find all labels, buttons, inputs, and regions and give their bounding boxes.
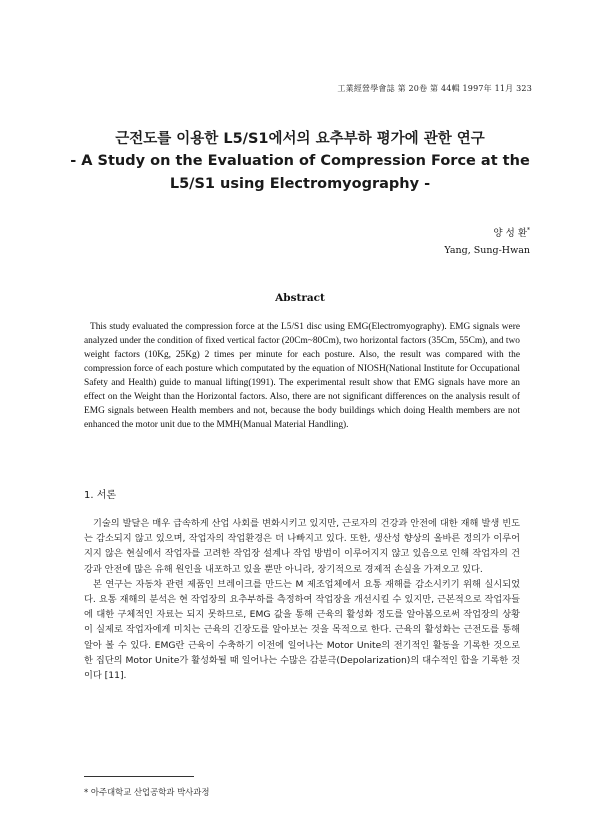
introduction-paragraph: 기술의 발달은 매우 급속하게 산업 사회를 변화시키고 있지만, 근로자의 건강과 안전에 대한 재해 발생 빈도는 감소되지 않고 있으며, 작업자의 작업환경은 더 나빠지고 있다. 또한, 생산성 향상의 올바른 정의가 이루어지지 않은 현실에서 작업자를 고려한 작업장 설계나 작업 방법이 이루어지지 않고 있음으로 인해 작업자의 건강과 안전에 많은 유해 원인을 내포하고 있을 뿐만 아니라, 장기적으로 경제적 손실을 가져오고 있다. <box>84 518 520 575</box>
abstract-body <box>84 320 520 432</box>
abstract-heading: Abstract <box>275 292 325 304</box>
introduction-paragraph: 본 연구는 자동차 관련 제품인 브레이크를 만드는 M 제조업체에서 요통 재해를 감소시키기 위해 실시되었다. 요통 재해의 분석은 현 작업장의 요추부하를 측정하여 작업장을 개선시킬 수 있지만, 근본적으로 작업자들에 대한 구체적인 자료는 되지 못하므로, EMG 값을 통해 근육의 활성화 정도를 알아봄으로써 작업장의 상황이 실제로 작업자에게 미치는 근육의 긴장도를 알아보는 것을 목적으로 한다. 근육의 활성화는 근전도를 통해 알아 볼 수 있다. EMG란 근육이 수축하기 이전에 일어나는 Motor Unite의 전기적인 활동을 기록한 것으로 한 집단의 Motor Unite가 활성화될 때 일어나는 수많은 감분극(Depolarization)의 대수적인 합을 기록한 것이다 [11]. <box>84 578 520 682</box>
title-english-line1: - A Study on the Evaluation of Compression Force at the <box>70 153 530 169</box>
author-korean <box>444 222 530 242</box>
author-english: Yang, Sung-Hwan <box>444 245 530 257</box>
author-marker: * <box>527 227 530 234</box>
author-korean-name: 양 성 환 <box>493 228 527 240</box>
footnote-divider <box>84 776 194 777</box>
title-block <box>0 128 600 196</box>
title-english-line2: L5/S1 using Electromyography - <box>169 176 431 192</box>
journal-header: 工業經營學會誌 第 20卷 第 44輯 1997年 11月 323 <box>337 84 532 93</box>
title-korean: 근전도를 이용한 L5/S1에서의 요추부하 평가에 관한 연구 <box>115 131 485 147</box>
section-heading-introduction: 1. 서론 <box>84 490 117 501</box>
footnote: * 아주대학교 산업공학과 박사과정 <box>84 787 210 797</box>
introduction-body <box>84 516 520 683</box>
abstract-text: This study evaluated the compression force at the L5/S1 disc using EMG(Electromyography). EMG signals were analyzed under the condition of fixed vertical factor (20Cm~80Cm), two horizontal factors (35Cm, 55Cm), and two weight factors (10Kg, 25Kg) 2 times per minute for each posture. Also, the result was compared with the compression force of each posture which computated by the equation of NIOSH(National Institute for Occupational Safety and Health) guide to manual lifting(1991). The experimental result show that EMG signals have more an effect on the Weight than the Horizontal factors. Also, there are not significant differences on the analysis result of EMG signals between Health members and not, because the body buildings which doing Health members are not enhanced the motor unit due to the MMH(Manual Material Handling). <box>84 322 520 430</box>
author-block <box>444 222 530 259</box>
